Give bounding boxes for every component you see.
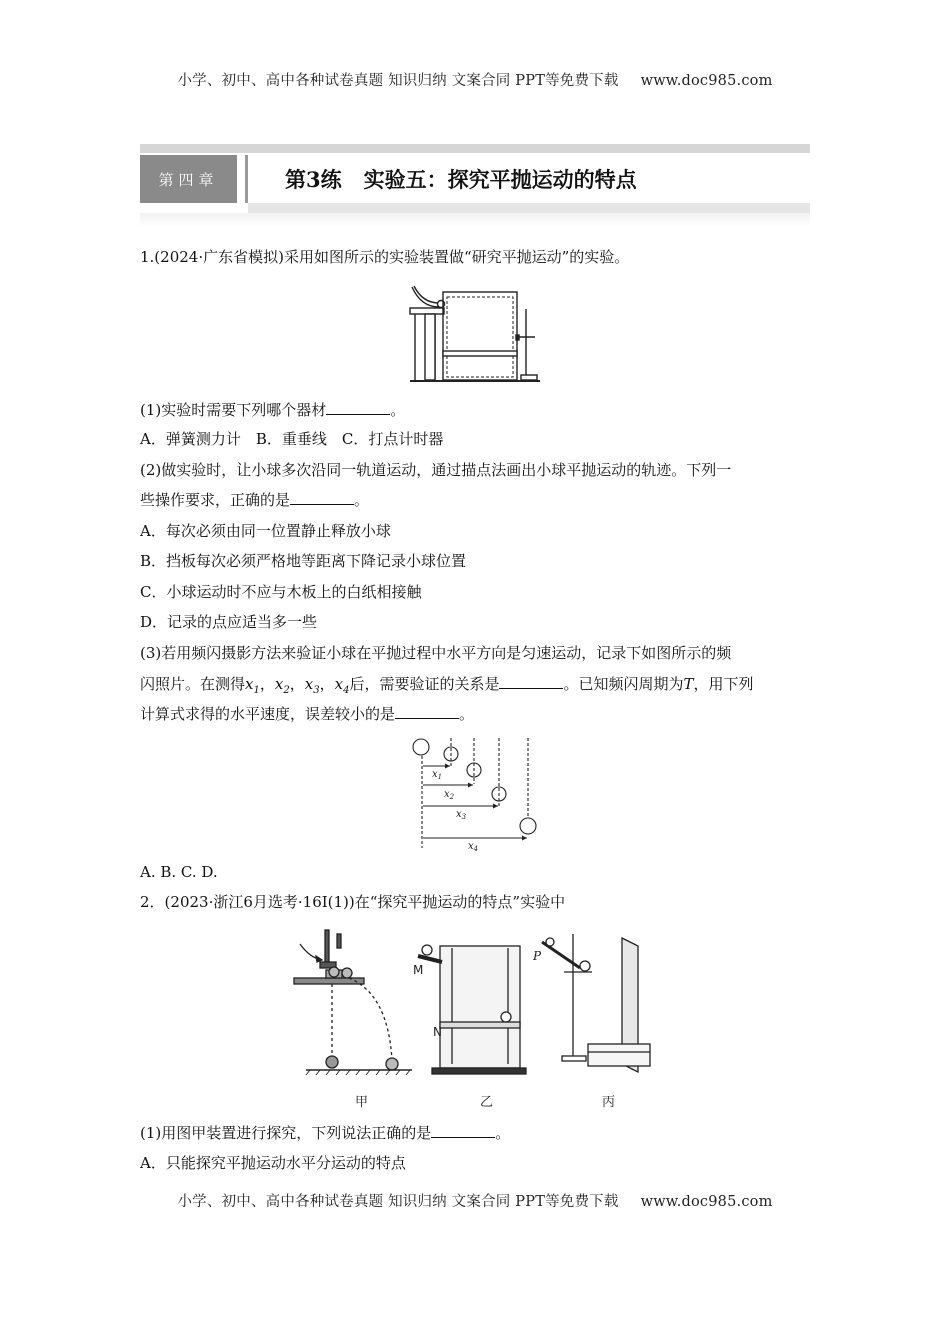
q1-part3-options: A. B. C. D.	[140, 863, 218, 881]
banner-divider	[245, 155, 248, 203]
q1-part3-line3	[140, 704, 812, 724]
q2-option-a: A．只能探究平抛运动水平分运动的特点	[140, 1154, 406, 1172]
q1-part1	[140, 400, 812, 420]
q2-part1	[140, 1123, 812, 1143]
q1-option-a: A．每次必须由同一位置静止释放小球	[140, 522, 391, 540]
label-x3: $x_3$	[456, 809, 467, 821]
var-T: T	[683, 675, 694, 693]
caption-yi: 乙	[480, 1095, 494, 1110]
q1-part3-blank2[interactable]	[395, 704, 459, 719]
lesson-name: 实验五：探究平抛运动的特点	[363, 167, 637, 192]
label-x2: $x_2$	[444, 789, 455, 801]
q1-part2-line1: (2)做实验时，让小球多次沿同一轨道运动，通过描点法画出小球平抛运动的轨迹。下列一	[140, 461, 732, 479]
q1-part1-blank[interactable]	[326, 400, 390, 415]
strobe-ball-1	[413, 739, 429, 755]
chapter-banner	[140, 144, 810, 232]
apparatus-bing	[542, 934, 650, 1072]
q1-part3-text-b: 后，需要验证的关系是	[349, 675, 500, 693]
q1-option-c: C．小球运动时不应与木板上的白纸相接触	[140, 583, 422, 601]
lesson-number: 第3练	[285, 167, 342, 192]
q1-strobe-figure	[408, 736, 544, 852]
q2-part1-blank[interactable]	[431, 1123, 495, 1138]
paper-outline	[447, 297, 513, 377]
q1-part2-tail: 。	[354, 491, 370, 509]
q2-apparatus-figures	[292, 924, 662, 1114]
label-P: P	[533, 949, 542, 963]
q2-stem: 2．(2023·浙江6月选考·16Ⅰ(1))在“探究平抛运动的特点”实验中	[140, 893, 566, 911]
site-footer-url[interactable]: www.doc985.com	[640, 1194, 773, 1210]
q1-part2-line2	[140, 490, 812, 510]
label-x1: $x_1$	[432, 769, 443, 781]
label-x4: $x_4$	[468, 841, 479, 853]
site-header	[0, 69, 950, 90]
var-x2: $x_2$	[274, 675, 290, 696]
q2-part1-text: (1)用图甲装置进行探究，下列说法正确的是	[140, 1124, 432, 1142]
chapter-label: 第四章	[140, 155, 237, 203]
plank-N	[440, 1022, 520, 1028]
q1-part2-blank[interactable]	[290, 490, 354, 505]
lesson-title	[285, 164, 637, 194]
apparatus-jia	[294, 930, 412, 1070]
banner-rail	[140, 144, 810, 153]
site-footer-text: 小学、初中、高中各种试卷真题 知识归纳 文案合同 PPT等免费下载	[177, 1194, 619, 1210]
var-x1: $x_1$	[245, 675, 260, 696]
label-M: M	[413, 963, 424, 977]
q1-stem: 1.(2024·广东省模拟)采用如图所示的实验装置做“研究平抛运动”的实验。	[140, 248, 630, 266]
banner-shadow	[248, 203, 810, 213]
caption-jia: 甲	[355, 1095, 369, 1110]
q1-part3-blank1[interactable]	[499, 674, 563, 689]
q1-part2-text: 些操作要求，正确的是	[140, 491, 291, 509]
site-footer	[0, 1190, 950, 1211]
q1-part3-line1: (3)若用频闪摄影方法来验证小球在平抛过程中水平方向是匀速运动，记录下如图所示的频	[140, 644, 732, 662]
q1-option-b: B．挡板每次必须严格地等距离下降记录小球位置	[140, 552, 467, 570]
q1-part3-text-c: 。已知频闪周期为	[563, 675, 684, 693]
q1-apparatus-figure	[405, 283, 545, 383]
q1-part1-options: A．弹簧测力计 B．重垂线 C．打点计时器	[140, 430, 444, 448]
var-x3: $x_3$	[304, 675, 320, 696]
q1-option-d: D．记录的点应适当多一些	[140, 613, 318, 631]
label-N: N	[433, 1025, 442, 1039]
banner-fade	[140, 213, 810, 227]
caption-bing: 丙	[602, 1095, 616, 1110]
q1-part3-text-a: 闪照片。在测得	[140, 675, 246, 693]
ball-b	[342, 968, 352, 978]
board-frame	[443, 292, 517, 380]
q2-part1-tail: 。	[495, 1124, 511, 1142]
q1-part3-text-d: ，用下列	[693, 675, 754, 693]
q1-part1-text: (1)实验时需要下列哪个器材	[140, 401, 327, 419]
site-header-url[interactable]: www.doc985.com	[640, 73, 773, 89]
var-x4: $x_4$	[334, 675, 350, 696]
q1-part3-tail: 。	[459, 705, 475, 723]
ramp-M	[418, 956, 442, 962]
apparatus-yi	[418, 945, 526, 1074]
site-header-text: 小学、初中、高中各种试卷真题 知识归纳 文案合同 PPT等免费下载	[177, 73, 619, 89]
q1-part3-text-e: 计算式求得的水平速度，误差较小的是	[140, 705, 396, 723]
q1-part3-line2: 闪照片。在测得$x_1$，$x_2$，$x_3$，$x_4$后，需要验证的关系是 。已知频闪周期为T，用下列	[140, 675, 754, 696]
ball-a	[329, 967, 339, 977]
q1-part1-tail: 。	[390, 401, 406, 419]
strobe-ball-5	[520, 818, 536, 834]
